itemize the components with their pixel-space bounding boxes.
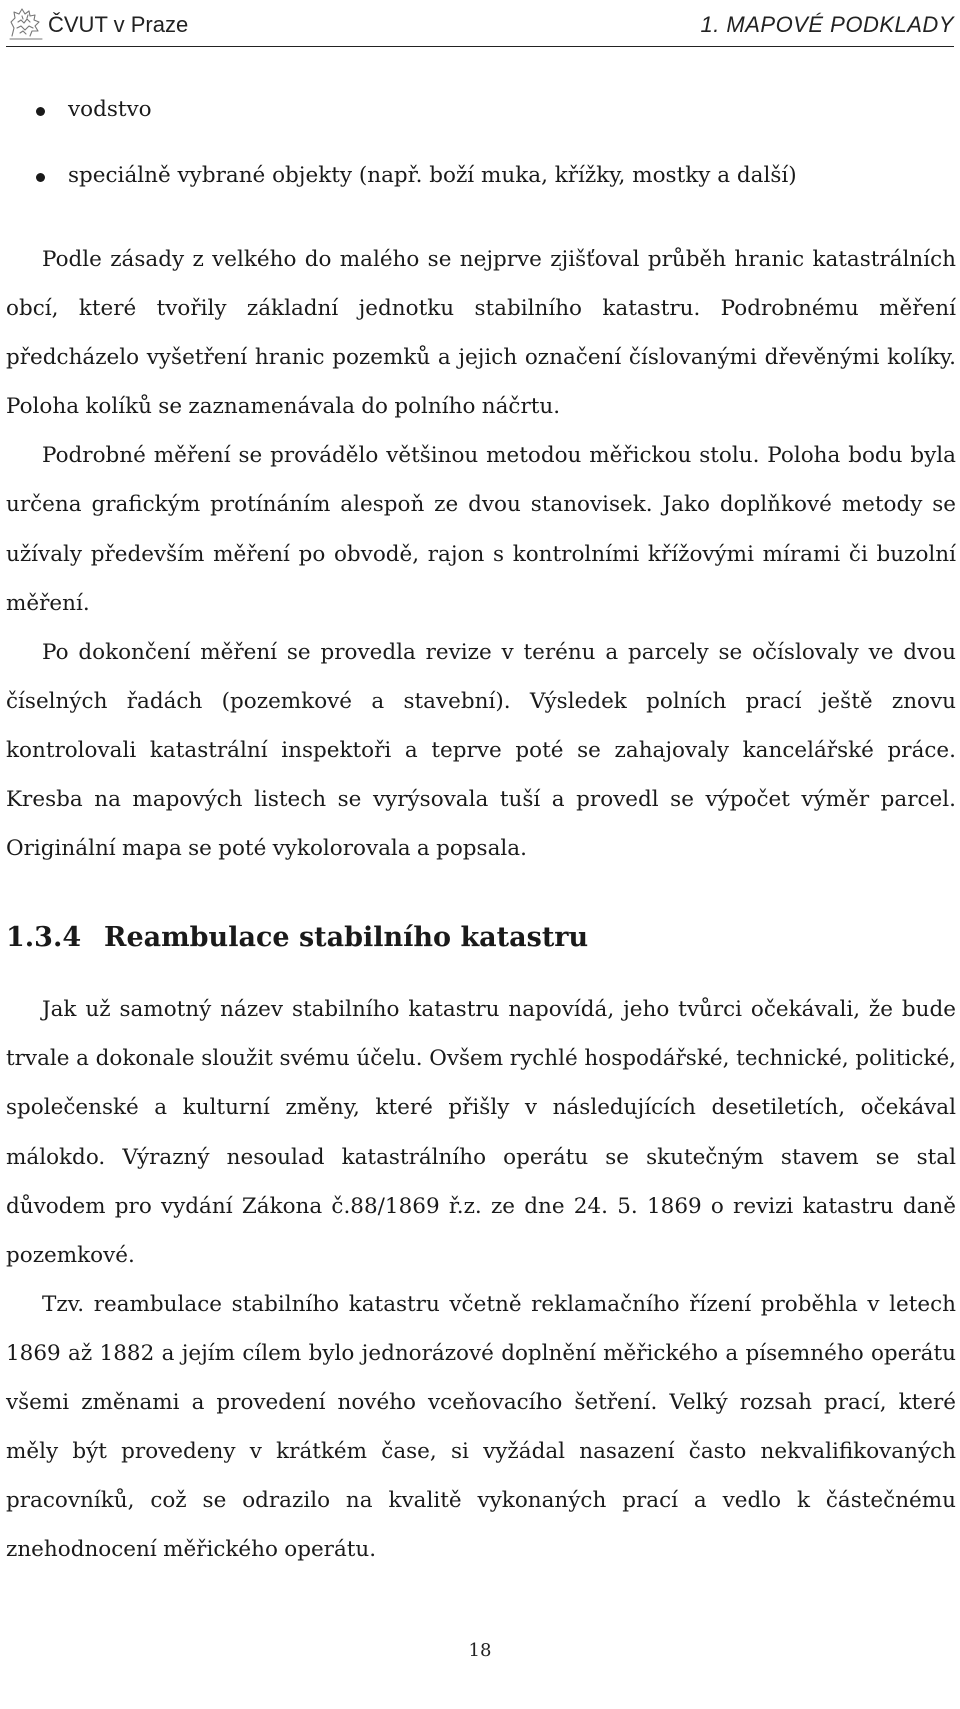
page-content — [6, 95, 956, 1574]
section-number: 1.3.4 — [6, 922, 82, 954]
list-item-text: vodstvo — [68, 97, 152, 122]
header-chapter-title: 1. MAPOVÉ PODKLADY — [700, 12, 954, 37]
bullet-list — [6, 95, 956, 191]
list-item-text: speciálně vybrané objekty (např. boží muka, křížky, mostky a další) — [68, 163, 797, 188]
page-header — [6, 0, 954, 47]
body-paragraph: Jak už samotný název stabilního katastru napovídá, jeho tvůrci očekávali, že bude trvale a dokonale sloužit svému účelu. Ovšem rychlé hospodářské, technické, politické, společenské a kulturní změny, které přišly v následujících desetiletích, očekával málokdo. Výrazný nesoulad katastrálního operátu se skutečným stavem se stal důvodem pro vydání Zákona č.88/1869 ř.z. ze dne 24. 5. 1869 o revizi katastru daně pozemkové. — [6, 997, 956, 1268]
list-item — [6, 161, 956, 191]
bullet-icon — [36, 107, 45, 116]
header-institution: ČVUT v Praze — [48, 12, 189, 37]
body-paragraph: Po dokončení měření se provedla revize v terénu a parcely se očíslovaly ve dvou číselných řadách (pozemkové a stavební). Výsledek polních prací ještě znovu kontrolovali katastrální inspektoři a teprve poté se zahajovaly kancelářské práce. Kresba na mapových listech se vyrýsovala tuší a provedl se výpočet výměr parcel. Originální mapa se poté vykolorovala a popsala. — [6, 639, 956, 862]
list-item — [6, 95, 956, 125]
body-paragraph: Podle zásady z velkého do malého se nejprve zjišťoval průběh hranic katastrálních obcí, které tvořily základní jednotku stabilního katastru. Podrobnému měření předcházelo vyšetření hranic pozemků a jejich označení číslovanými dřevěnými kolíky. Poloha kolíků se zaznamenávala do polního náčrtu. — [6, 247, 956, 420]
bullet-icon — [36, 173, 45, 182]
page-number: 18 — [468, 1640, 492, 1661]
body-paragraph: Podrobné měření se provádělo většinou metodou měřickou stolu. Poloha bodu byla určena grafickým protínáním alespoň ze dvou stanovisek. Jako doplňkové metody se užívaly především měření po obvodě, rajon s kontrolními křížovými mírami či buzolní měření. — [6, 443, 956, 616]
section-heading — [6, 921, 956, 955]
section-title: Reambulace stabilního katastru — [104, 922, 589, 954]
cvut-lion-logo-icon — [8, 6, 44, 40]
body-paragraph: Tzv. reambulace stabilního katastru včetně reklamačního řízení proběhla v letech 1869 až 1882 a jejím cílem bylo jednorázové doplnění měřického a písemného operátu všemi změnami a provedení nového vceňovacího šetření. Velký rozsah prací, které měly být provedeny v krátkém čase, si vyžádal nasazení často nekvalifikovaných pracovníků, což se odrazilo na kvalitě vykonaných prací a vedlo k částečnému znehodnocení měřického operátu. — [6, 1291, 956, 1563]
